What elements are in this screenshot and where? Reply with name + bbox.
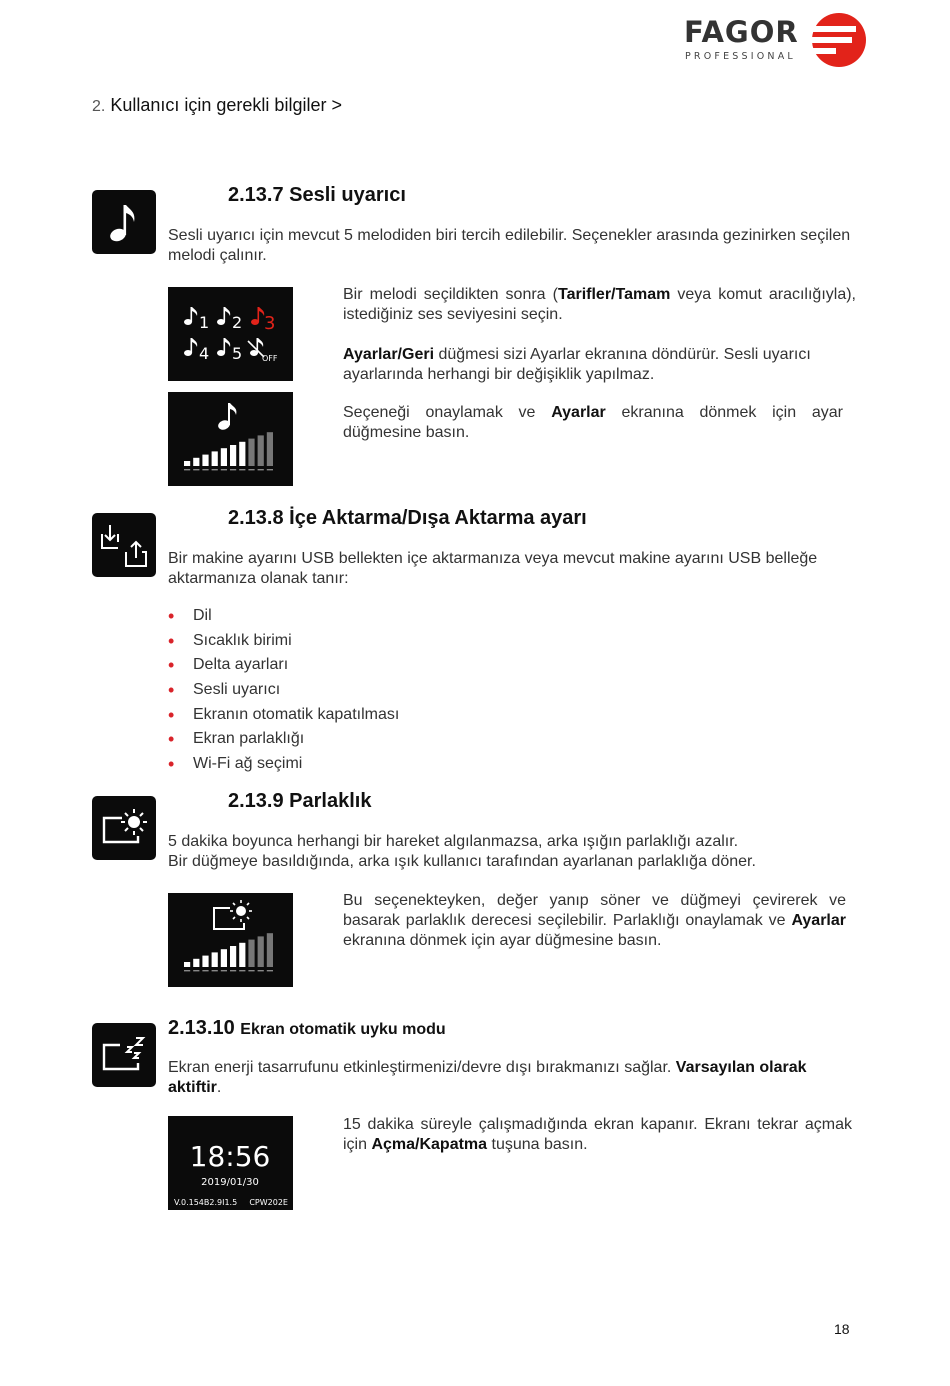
import-section-icon-box xyxy=(92,513,156,577)
import-items-list xyxy=(168,607,399,780)
breadcrumb xyxy=(92,95,342,116)
level-bar-underline xyxy=(193,469,199,470)
volume-screen-graphic xyxy=(168,392,293,486)
level-bar-underline xyxy=(258,970,264,971)
melody-label-3: 3 xyxy=(264,313,276,334)
level-bar-underline xyxy=(221,469,227,470)
clock-date: 2019/01/30 xyxy=(201,1177,259,1188)
volume-screen xyxy=(168,392,293,486)
brightness-intro-line1: 5 dakika boyunca herhangi bir hareket algılanmazsa, arka ışığın parlaklığı azalır. xyxy=(168,833,739,850)
clock-time: 18:56 xyxy=(189,1140,271,1173)
level-bar-underline xyxy=(267,970,273,971)
level-bar xyxy=(212,451,218,466)
model-code: CPW202E xyxy=(249,1198,288,1207)
brightness-level-bars xyxy=(184,933,273,971)
sound-intro-text: Sesli uyarıcı için mevcut 5 melodiden biri tercih edilebilir. Seçenekler arasında gezinirken seçilen melodi çalınır. xyxy=(168,227,851,264)
music-note-icon xyxy=(217,403,237,431)
level-bar-underline xyxy=(184,970,190,971)
melody-label-4: 4 xyxy=(199,344,210,363)
page-number: 18 xyxy=(834,1321,850,1337)
brand-logo xyxy=(684,12,869,68)
logo-subtitle: PROFESSIONAL xyxy=(685,51,796,62)
level-bar xyxy=(258,435,264,466)
list-item: • Sesli uyarıcı xyxy=(168,681,399,706)
melody-label-off: OFF xyxy=(262,354,278,363)
list-item: • Wi-Fi ağ seçimi xyxy=(168,755,399,780)
list-item: • Sıcaklık birimi xyxy=(168,632,399,657)
melody-note-icon xyxy=(217,338,230,356)
melody-confirm-text: Bir melodi seçildikten sonra (Tarifler/Tamam veya komut aracılığıyla), istediğiniz ses seviyesini seçin. xyxy=(343,286,857,323)
level-bar xyxy=(248,940,254,967)
sleep-section-icon-box xyxy=(92,1023,156,1087)
sleep-detail-text: 15 dakika süreyle çalışmadığında ekran kapanır. Ekranı tekrar açmak için Açma/Kapatma tuşuna basın. xyxy=(343,1116,852,1153)
brightness-icon xyxy=(214,900,252,929)
melody-note-icon xyxy=(217,307,230,325)
level-bar-underline xyxy=(202,970,208,971)
level-bar-underline xyxy=(221,970,227,971)
breadcrumb-number: 2. xyxy=(92,98,106,115)
level-bar xyxy=(212,952,218,967)
fagor-emblem-icon xyxy=(806,12,868,68)
level-bar xyxy=(248,439,254,466)
section-title-sleep-mode xyxy=(168,1017,446,1040)
level-bar xyxy=(239,943,245,967)
list-item: • Delta ayarları xyxy=(168,656,399,681)
melody-note-icon xyxy=(184,307,197,325)
list-item: • Ekran parlaklığı xyxy=(168,730,399,755)
section-title-import-export: 2.13.8 İçe Aktarma/Dışa Aktarma ayarı xyxy=(228,507,587,529)
level-bar-underline xyxy=(184,469,190,470)
level-bar xyxy=(193,458,199,466)
level-bar-underline xyxy=(193,970,199,971)
list-item: • Dil xyxy=(168,607,399,632)
level-bar xyxy=(202,455,208,466)
import-export-icon xyxy=(98,520,150,570)
level-bar-underline xyxy=(248,970,254,971)
melody-label-2: 2 xyxy=(232,313,243,332)
level-bar-underline xyxy=(202,469,208,470)
music-note-icon xyxy=(104,200,144,244)
level-bar xyxy=(221,949,227,967)
level-bar-underline xyxy=(212,469,218,470)
sleep-icon xyxy=(98,1033,150,1077)
level-bar xyxy=(258,936,264,967)
level-bar xyxy=(193,959,199,967)
brightness-adjust-text: Bu seçenekteyken, değer yanıp söner ve düğmeyi çevirerek ve basarak parlaklık derecesi seçilebilir. Parlaklığı onaylamak ve Ayarlar ekranına dönmek için ayar düğmesine basın. xyxy=(343,892,846,949)
level-bar-underline xyxy=(239,970,245,971)
logo-wordmark: FAGOR xyxy=(684,15,799,49)
list-item: • Ekranın otomatik kapatılması xyxy=(168,706,399,731)
brightness-intro-line2: Bir düğmeye basıldığında, arka ışık kullanıcı tarafından ayarlanan parlaklığa döner. xyxy=(168,853,756,870)
level-bar xyxy=(202,956,208,967)
import-intro-text: Bir makine ayarını USB bellekten içe aktarmanıza veya mevcut makine ayarını USB belleğe aktarmanıza olanak tanır: xyxy=(168,550,818,587)
level-bar-underline xyxy=(239,469,245,470)
section-title-brightness: 2.13.9 Parlaklık xyxy=(228,790,372,812)
firmware-version: V.0.154B2.9I1.5 xyxy=(174,1198,238,1207)
level-bar xyxy=(184,962,190,967)
settings-back-text: Ayarlar/Geri düğmesi sizi Ayarlar ekranına döndürür. Sesli uyarıcı ayarlarında herhangi bir değişiklik yapılmaz. xyxy=(343,346,811,383)
level-bar-underline xyxy=(258,469,264,470)
level-bar xyxy=(221,448,227,466)
brightness-icon xyxy=(98,806,150,850)
sleep-title-number: 2.13.10 xyxy=(168,1017,235,1039)
melody-grid xyxy=(168,287,293,381)
brightness-section-icon-box xyxy=(92,796,156,860)
level-bar-underline xyxy=(230,970,236,971)
melody-label-5: 5 xyxy=(232,344,243,363)
brightness-screen-graphic xyxy=(168,893,293,987)
level-bar xyxy=(230,946,236,967)
melody-note-icon xyxy=(184,338,197,356)
level-bar-underline xyxy=(248,469,254,470)
level-bar-underline xyxy=(212,970,218,971)
level-bar xyxy=(184,461,190,466)
level-bar xyxy=(267,432,273,466)
section-title-sound-alert: 2.13.7 Sesli uyarıcı xyxy=(228,184,406,206)
level-bar xyxy=(267,933,273,967)
level-bar-underline xyxy=(230,469,236,470)
melody-label-1: 1 xyxy=(199,313,210,332)
clock-screen xyxy=(168,1116,293,1210)
level-bar xyxy=(230,445,236,466)
clock-screen-graphic xyxy=(168,1116,293,1210)
sleep-title-text: Ekran otomatik uyku modu xyxy=(240,1021,446,1038)
volume-level-bars xyxy=(184,432,273,470)
sound-confirm-text: Seçeneği onaylamak ve Ayarlar ekranına dönmek için ayar düğmesine basın. xyxy=(343,404,843,441)
melody-selection-screen xyxy=(168,287,293,381)
sleep-intro-text: Ekran enerji tasarrufunu etkinleştirmenizi/devre dışı bırakmanızı sağlar. Varsayılan olarak aktiftir. xyxy=(168,1059,807,1096)
breadcrumb-text: Kullanıcı için gerekli bilgiler > xyxy=(110,95,342,115)
level-bar xyxy=(239,442,245,466)
sound-section-icon-box xyxy=(92,190,156,254)
brightness-screen xyxy=(168,893,293,987)
level-bar-underline xyxy=(267,469,273,470)
melody-note-selected-icon xyxy=(251,307,264,325)
